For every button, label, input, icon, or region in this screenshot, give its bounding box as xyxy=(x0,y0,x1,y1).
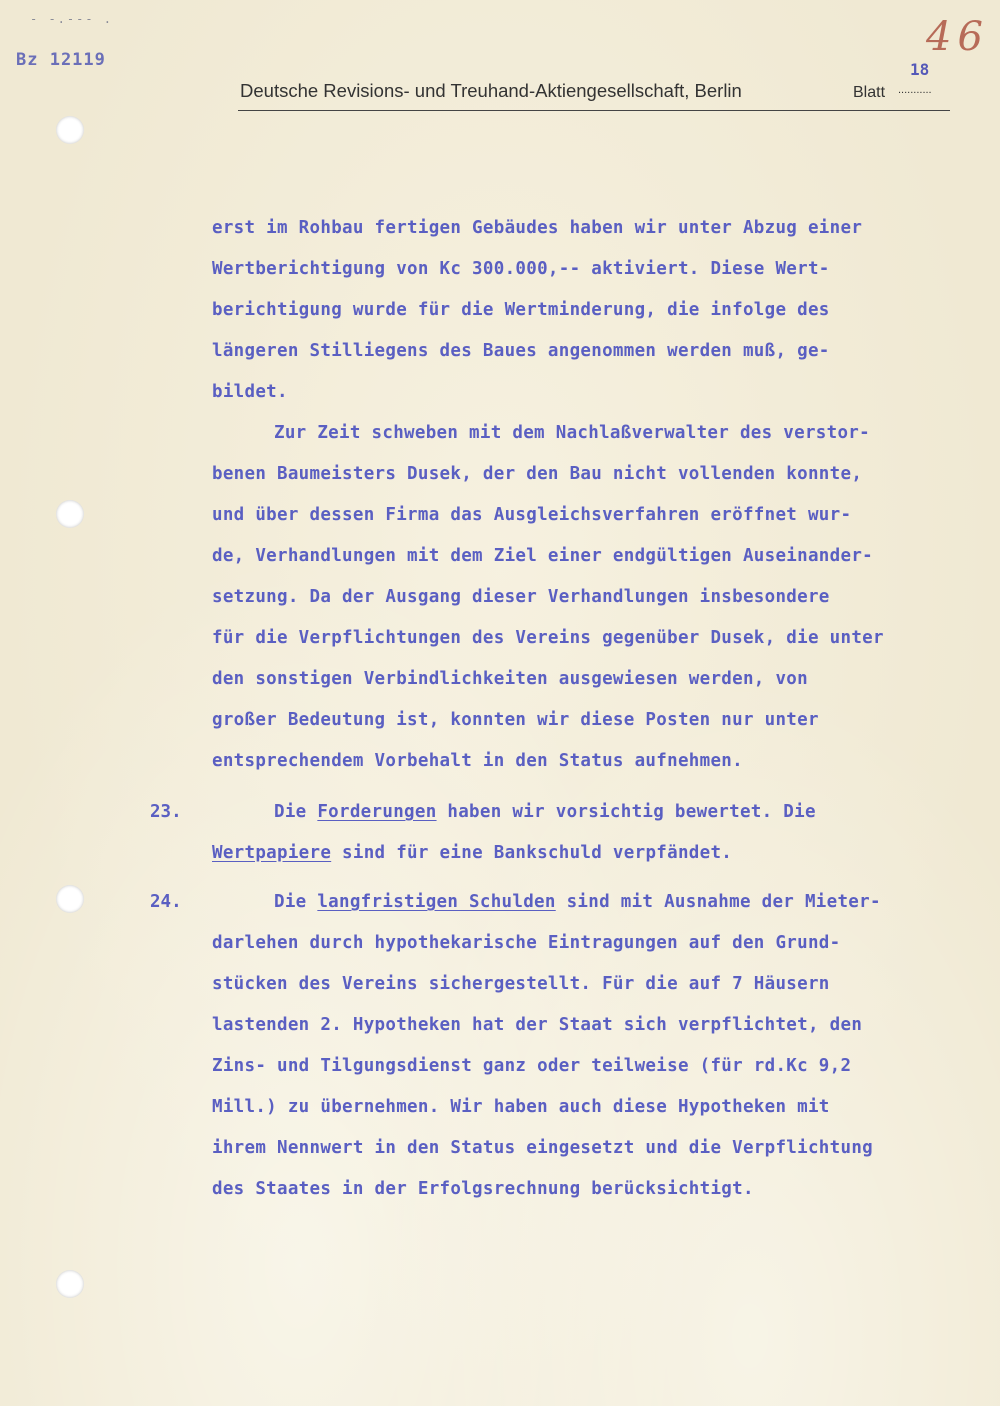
top-margin-marks: - -.--- . xyxy=(30,12,114,26)
text-line: darlehen durch hypothekarische Eintragungen auf den Grund- xyxy=(212,933,841,953)
text-line xyxy=(274,802,816,822)
company-letterhead: Deutsche Revisions- und Treuhand-Aktiengesellschaft, Berlin xyxy=(240,80,742,101)
punch-hole xyxy=(56,116,84,144)
text-line: berichtigung wurde für die Wertminderung, die infolge des xyxy=(212,300,830,320)
reference-number: Bz 12119 xyxy=(16,50,106,70)
text-line: Zur Zeit schweben mit dem Nachlaßverwalter des verstor- xyxy=(274,423,870,443)
blatt-label: Blatt xyxy=(853,84,886,101)
text-line: benen Baumeisters Dusek, der den Bau nicht vollenden konnte, xyxy=(212,464,863,484)
item-number: 24. xyxy=(150,892,182,912)
punch-hole xyxy=(56,1270,84,1298)
punch-hole xyxy=(56,885,84,913)
text-line xyxy=(212,843,732,863)
punch-hole xyxy=(56,500,84,528)
blatt-dots: ........... xyxy=(898,84,932,96)
text-line: Zins- und Tilgungsdienst ganz oder teilweise (für rd.Kc 9,2 xyxy=(212,1056,852,1076)
text-line: bildet. xyxy=(212,382,288,402)
text-fragment: sind für eine Bankschuld verpfändet. xyxy=(331,843,733,863)
text-fragment: sind mit Ausnahme der Mieter- xyxy=(555,892,881,912)
text-line: für die Verpflichtungen des Vereins gegenüber Dusek, die unter xyxy=(212,628,884,648)
text-line: Mill.) zu übernehmen. Wir haben auch diese Hypotheken mit xyxy=(212,1097,830,1117)
text-line: stücken des Vereins sichergestellt. Für die auf 7 Häusern xyxy=(212,974,830,994)
text-line: setzung. Da der Ausgang dieser Verhandlungen insbesondere xyxy=(212,587,830,607)
text-line: lastenden 2. Hypotheken hat der Staat sich verpflichtet, den xyxy=(212,1015,863,1035)
text-line: großer Bedeutung ist, konnten wir diese Posten nur unter xyxy=(212,710,819,730)
text-line: de, Verhandlungen mit dem Ziel einer endgültigen Auseinander- xyxy=(212,546,873,566)
text-line: längeren Stilliegens des Baues angenommen werden muß, ge- xyxy=(212,341,830,361)
text-fragment: haben wir vorsichtig bewertet. Die xyxy=(436,802,816,822)
text-fragment: Die xyxy=(274,802,318,822)
text-line: den sonstigen Verbindlichkeiten ausgewiesen werden, von xyxy=(212,669,808,689)
text-line: des Staates in der Erfolgsrechnung berücksichtigt. xyxy=(212,1179,754,1199)
underlined-term: Wertpapiere xyxy=(212,843,332,863)
item-number: 23. xyxy=(150,802,182,822)
text-line: und über dessen Firma das Ausgleichsverfahren eröffnet wur- xyxy=(212,505,852,525)
page-number: 18 xyxy=(910,60,930,79)
text-fragment: Die xyxy=(274,892,318,912)
text-line: entsprechendem Vorbehalt in den Status aufnehmen. xyxy=(212,751,743,771)
text-line xyxy=(274,892,881,912)
text-line: erst im Rohbau fertigen Gebäudes haben wir unter Abzug einer xyxy=(212,218,863,238)
header-rule xyxy=(238,110,950,111)
text-line: Wertberichtigung von Kc 300.000,-- aktiviert. Diese Wert- xyxy=(212,259,830,279)
underlined-term: Forderungen xyxy=(317,802,437,822)
archive-number: 46 xyxy=(926,14,989,60)
text-line: ihrem Nennwert in den Status eingesetzt und die Verpflichtung xyxy=(212,1138,873,1158)
underlined-term: langfristigen Schulden xyxy=(317,892,556,912)
